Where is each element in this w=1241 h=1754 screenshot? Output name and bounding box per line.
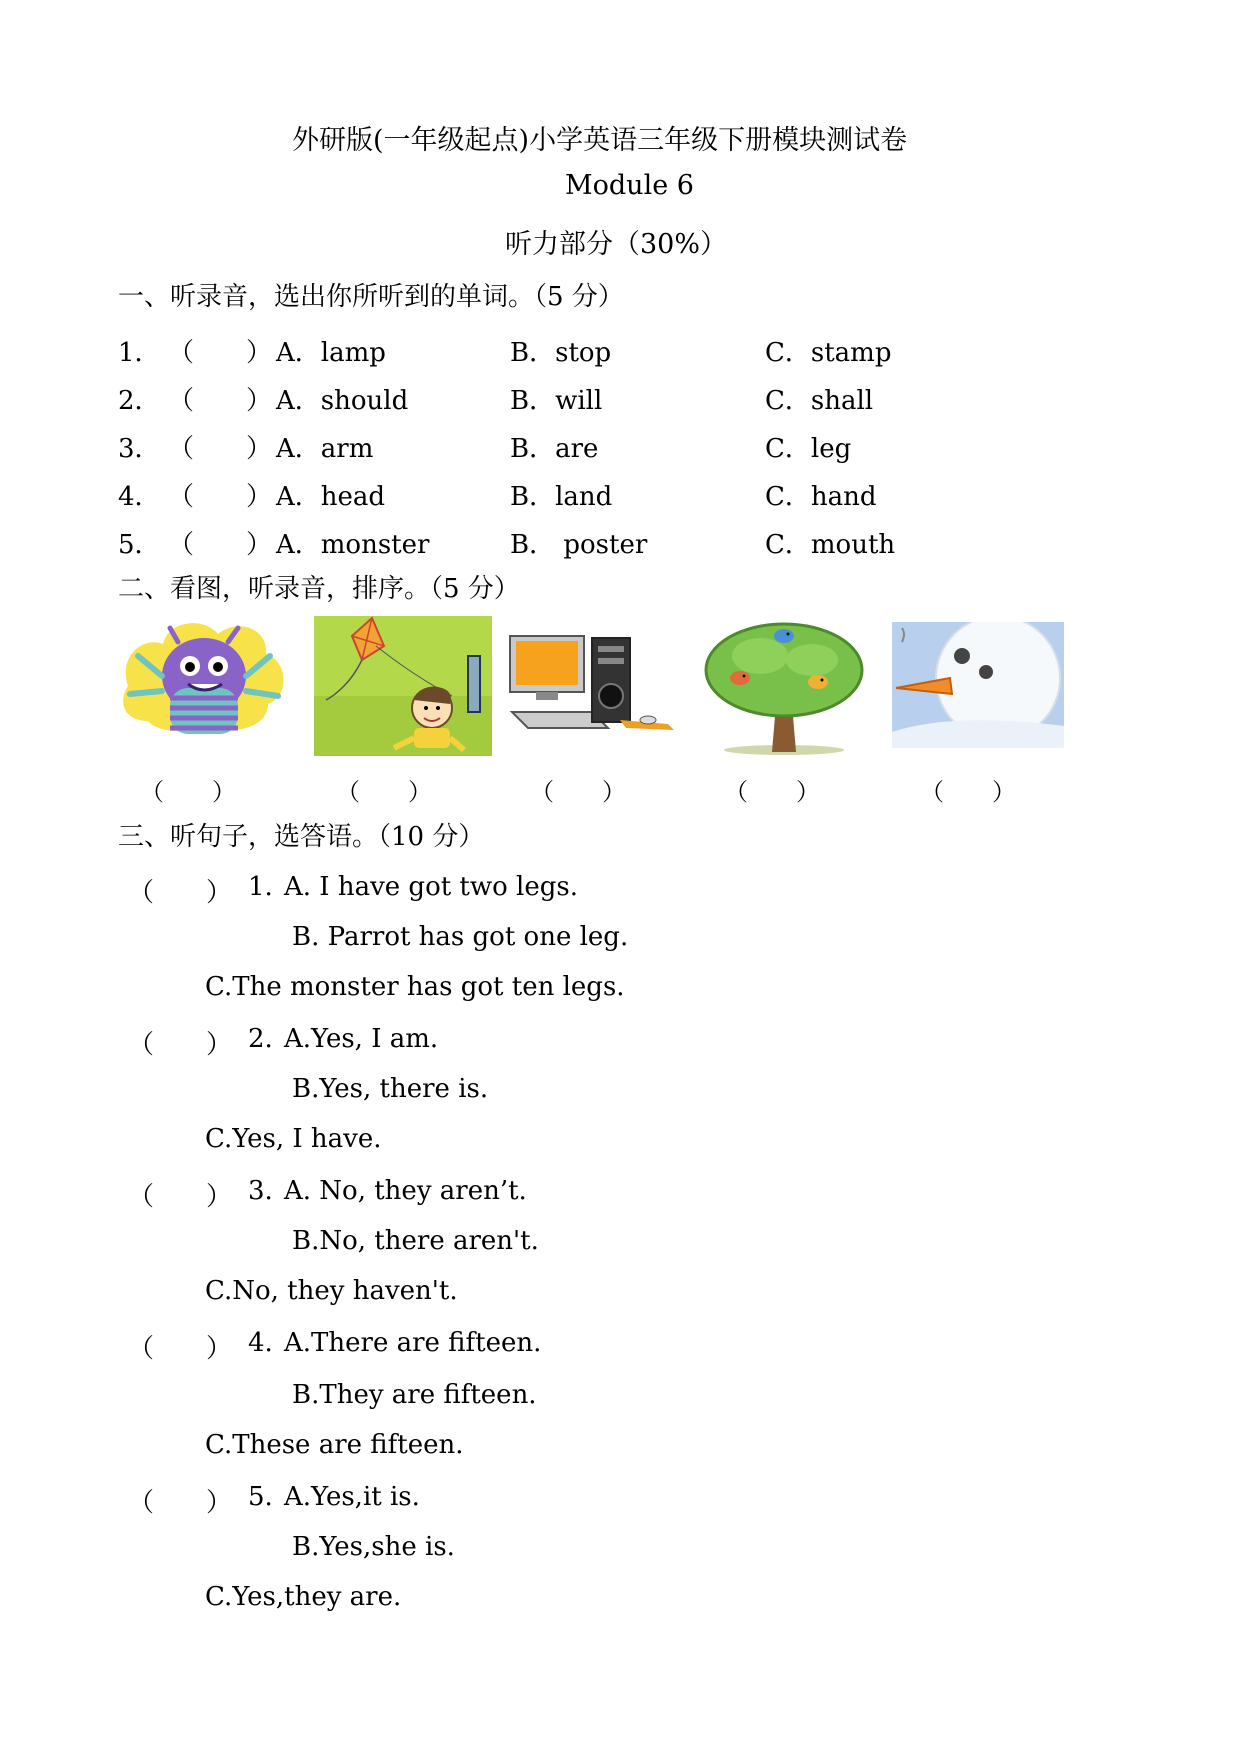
computer-icon	[508, 632, 676, 736]
option-b: B． poster	[510, 530, 648, 560]
option-a: A．lamp	[276, 338, 386, 368]
option-c: C.No, they haven't.	[205, 1276, 458, 1306]
option-b: B．are	[510, 434, 599, 464]
answer-blank: （ ）	[128, 878, 233, 908]
answer-blank: （ ）	[128, 1182, 233, 1212]
picture-2-blank: （ ）	[336, 778, 432, 806]
question-number: 2.	[248, 1024, 273, 1054]
kite-boy-icon	[314, 616, 492, 756]
answer-blank: （ ）	[168, 434, 273, 464]
question-number: 3．	[118, 434, 161, 464]
option-c: C．shall	[765, 386, 874, 416]
picture-1-blank: （ ）	[140, 778, 236, 806]
answer-blank: （ ）	[168, 482, 273, 512]
option-b: B.Yes,she is.	[292, 1532, 455, 1562]
option-c: C.The monster has got ten legs.	[205, 972, 625, 1002]
answer-blank: （ ）	[128, 1488, 233, 1518]
question-number: 1．	[118, 338, 161, 368]
option-c: C．leg	[765, 434, 852, 464]
picture-5-blank: （ ）	[920, 778, 1016, 806]
question-number: 5．	[118, 530, 161, 560]
option-a: A.Yes, I am.	[284, 1024, 439, 1054]
section1-heading: 一、听录音，选出你所听到的单词。（5 分）	[118, 282, 624, 312]
option-a: A.There are fifteen.	[284, 1328, 542, 1358]
option-c: C.Yes,they are.	[205, 1582, 402, 1612]
question-number: 2．	[118, 386, 161, 416]
option-a: A．head	[276, 482, 386, 512]
snowman-icon	[892, 622, 1064, 748]
option-a: A．should	[276, 386, 409, 416]
tree-birds-icon	[700, 616, 868, 756]
option-b: B.They are fifteen.	[292, 1380, 537, 1410]
answer-blank: （ ）	[128, 1334, 233, 1364]
option-c: C.Yes, I have.	[205, 1124, 382, 1154]
option-a: A．arm	[276, 434, 374, 464]
answer-blank: （ ）	[168, 530, 273, 560]
question-number: 5.	[248, 1482, 273, 1512]
option-a: A．monster	[276, 530, 430, 560]
answer-blank: （ ）	[168, 338, 273, 368]
option-b: B. Parrot has got one leg.	[292, 922, 629, 952]
option-b: B．stop	[510, 338, 612, 368]
question-number: 3.	[248, 1176, 273, 1206]
option-b: B．will	[510, 386, 603, 416]
option-c: C．mouth	[765, 530, 896, 560]
module-title: Module 6	[565, 170, 694, 201]
answer-blank: （ ）	[168, 386, 273, 416]
option-b: B.No, there aren't.	[292, 1226, 539, 1256]
section2-heading: 二、看图，听录音，排序。（5 分）	[118, 574, 520, 604]
monster-icon	[118, 616, 290, 734]
question-number: 4.	[248, 1328, 273, 1358]
option-b: B．land	[510, 482, 613, 512]
option-c: C.These are fifteen.	[205, 1430, 464, 1460]
page-title: 外研版(一年级起点)小学英语三年级下册模块测试卷	[292, 125, 908, 156]
option-c: C．hand	[765, 482, 877, 512]
section3-heading: 三、听句子，选答语。（10 分）	[118, 822, 485, 852]
option-a: A.Yes,it is.	[284, 1482, 420, 1512]
part-title: 听力部分（30%）	[505, 229, 728, 260]
picture-3-blank: （ ）	[530, 778, 626, 806]
answer-blank: （ ）	[128, 1030, 233, 1060]
question-number: 1.	[248, 872, 273, 902]
question-number: 4．	[118, 482, 161, 512]
option-a: A. I have got two legs.	[284, 872, 579, 902]
picture-4-blank: （ ）	[724, 778, 820, 806]
option-c: C．stamp	[765, 338, 892, 368]
option-b: B.Yes, there is.	[292, 1074, 489, 1104]
option-a: A. No, they aren’t.	[284, 1176, 527, 1206]
